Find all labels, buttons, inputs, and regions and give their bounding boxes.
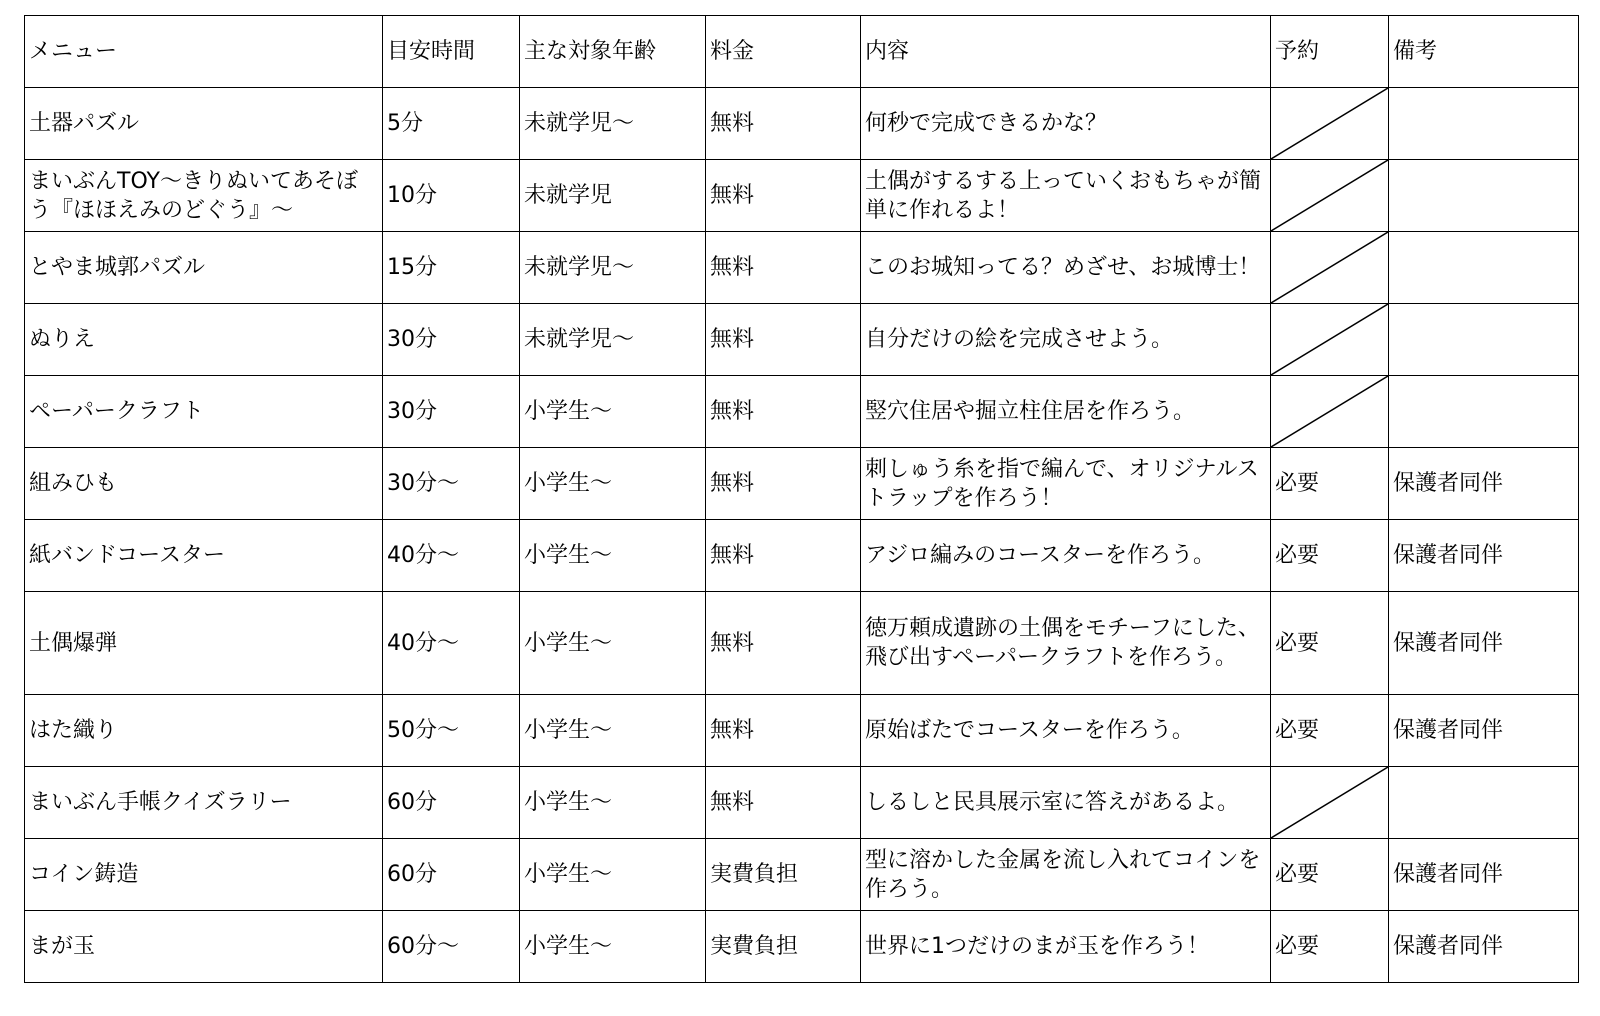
menu-cell: まいぶんTOY～きりぬいてあそぼう『ほほえみのどぐう』～ bbox=[25, 160, 383, 232]
note-cell bbox=[1389, 767, 1579, 839]
time-cell: 5分 bbox=[383, 88, 520, 160]
fee-cell: 無料 bbox=[706, 592, 861, 695]
menu-cell: まが玉 bbox=[25, 911, 383, 983]
note-cell bbox=[1389, 232, 1579, 304]
fee-cell: 無料 bbox=[706, 448, 861, 520]
reservation-cell-na bbox=[1271, 88, 1389, 160]
table-row bbox=[25, 232, 1579, 304]
content-cell: 自分だけの絵を完成させよう。 bbox=[861, 304, 1271, 376]
age-cell: 小学生～ bbox=[520, 520, 706, 592]
table-row bbox=[25, 304, 1579, 376]
table-row bbox=[25, 695, 1579, 767]
table-row bbox=[25, 839, 1579, 911]
fee-cell: 無料 bbox=[706, 695, 861, 767]
fee-cell: 実費負担 bbox=[706, 839, 861, 911]
table-row bbox=[25, 520, 1579, 592]
note-cell: 保護者同伴 bbox=[1389, 520, 1579, 592]
menu-cell: コイン鋳造 bbox=[25, 839, 383, 911]
time-cell: 60分～ bbox=[383, 911, 520, 983]
reservation-cell-na bbox=[1271, 160, 1389, 232]
diagonal-slash-icon bbox=[1271, 88, 1388, 159]
reservation-cell: 必要 bbox=[1271, 448, 1389, 520]
time-cell: 60分 bbox=[383, 839, 520, 911]
table-row bbox=[25, 160, 1579, 232]
diagonal-slash-icon bbox=[1271, 160, 1388, 231]
reservation-cell: 必要 bbox=[1271, 695, 1389, 767]
content-cell: 何秒で完成できるかな？ bbox=[861, 88, 1271, 160]
age-cell: 小学生～ bbox=[520, 376, 706, 448]
age-cell: 未就学児～ bbox=[520, 232, 706, 304]
diagonal-slash-icon bbox=[1271, 767, 1388, 838]
content-cell: 刺しゅう糸を指で編んで、オリジナルストラップを作ろう！ bbox=[861, 448, 1271, 520]
age-cell: 小学生～ bbox=[520, 695, 706, 767]
time-cell: 30分 bbox=[383, 376, 520, 448]
fee-cell: 無料 bbox=[706, 88, 861, 160]
content-cell: 世界に1つだけのまが玉を作ろう！ bbox=[861, 911, 1271, 983]
age-cell: 未就学児～ bbox=[520, 304, 706, 376]
fee-cell: 無料 bbox=[706, 376, 861, 448]
header-age: 主な対象年齢 bbox=[520, 16, 706, 88]
reservation-cell: 必要 bbox=[1271, 839, 1389, 911]
note-cell: 保護者同伴 bbox=[1389, 448, 1579, 520]
diagonal-slash-icon bbox=[1271, 304, 1388, 375]
time-cell: 15分 bbox=[383, 232, 520, 304]
content-cell: アジロ編みのコースターを作ろう。 bbox=[861, 520, 1271, 592]
menu-cell: 組みひも bbox=[25, 448, 383, 520]
age-cell: 小学生～ bbox=[520, 592, 706, 695]
time-cell: 10分 bbox=[383, 160, 520, 232]
age-cell: 小学生～ bbox=[520, 911, 706, 983]
menu-cell: 紙バンドコースター bbox=[25, 520, 383, 592]
table-row bbox=[25, 448, 1579, 520]
header-note: 備考 bbox=[1389, 16, 1579, 88]
fee-cell: 無料 bbox=[706, 520, 861, 592]
note-cell: 保護者同伴 bbox=[1389, 839, 1579, 911]
diagonal-slash-icon bbox=[1271, 232, 1388, 303]
table-row bbox=[25, 767, 1579, 839]
menu-cell: とやま城郭パズル bbox=[25, 232, 383, 304]
note-cell bbox=[1389, 304, 1579, 376]
table-row bbox=[25, 376, 1579, 448]
age-cell: 小学生～ bbox=[520, 448, 706, 520]
table-row bbox=[25, 911, 1579, 983]
note-cell bbox=[1389, 376, 1579, 448]
reservation-cell: 必要 bbox=[1271, 520, 1389, 592]
note-cell: 保護者同伴 bbox=[1389, 695, 1579, 767]
reservation-cell-na bbox=[1271, 767, 1389, 839]
note-cell bbox=[1389, 160, 1579, 232]
header-fee: 料金 bbox=[706, 16, 861, 88]
content-cell: 土偶がするする上っていくおもちゃが簡単に作れるよ！ bbox=[861, 160, 1271, 232]
content-cell: 竪穴住居や掘立柱住居を作ろう。 bbox=[861, 376, 1271, 448]
header-row bbox=[25, 16, 1579, 88]
menu-table bbox=[24, 15, 1579, 983]
content-cell: 徳万頼成遺跡の土偶をモチーフにした、飛び出すペーパークラフトを作ろう。 bbox=[861, 592, 1271, 695]
time-cell: 40分～ bbox=[383, 592, 520, 695]
fee-cell: 無料 bbox=[706, 232, 861, 304]
header-reservation: 予約 bbox=[1271, 16, 1389, 88]
fee-cell: 無料 bbox=[706, 160, 861, 232]
time-cell: 30分 bbox=[383, 304, 520, 376]
header-time: 目安時間 bbox=[383, 16, 520, 88]
age-cell: 小学生～ bbox=[520, 839, 706, 911]
header-menu: メニュー bbox=[25, 16, 383, 88]
reservation-cell-na bbox=[1271, 232, 1389, 304]
menu-cell: ぬりえ bbox=[25, 304, 383, 376]
menu-cell: ペーパークラフト bbox=[25, 376, 383, 448]
menu-cell: はた織り bbox=[25, 695, 383, 767]
diagonal-slash-icon bbox=[1271, 376, 1388, 447]
content-cell: 原始ばたでコースターを作ろう。 bbox=[861, 695, 1271, 767]
fee-cell: 無料 bbox=[706, 767, 861, 839]
note-cell bbox=[1389, 88, 1579, 160]
age-cell: 未就学児 bbox=[520, 160, 706, 232]
fee-cell: 無料 bbox=[706, 304, 861, 376]
time-cell: 50分～ bbox=[383, 695, 520, 767]
time-cell: 30分～ bbox=[383, 448, 520, 520]
fee-cell: 実費負担 bbox=[706, 911, 861, 983]
time-cell: 40分～ bbox=[383, 520, 520, 592]
note-cell: 保護者同伴 bbox=[1389, 592, 1579, 695]
table-row bbox=[25, 592, 1579, 695]
reservation-cell: 必要 bbox=[1271, 911, 1389, 983]
menu-cell: 土器パズル bbox=[25, 88, 383, 160]
menu-cell: 土偶爆弾 bbox=[25, 592, 383, 695]
table-row bbox=[25, 88, 1579, 160]
age-cell: 小学生～ bbox=[520, 767, 706, 839]
content-cell: しるしと民具展示室に答えがあるよ。 bbox=[861, 767, 1271, 839]
header-content: 内容 bbox=[861, 16, 1271, 88]
content-cell: 型に溶かした金属を流し入れてコインを作ろう。 bbox=[861, 839, 1271, 911]
menu-cell: まいぶん手帳クイズラリー bbox=[25, 767, 383, 839]
content-cell: このお城知ってる？めざせ、お城博士！ bbox=[861, 232, 1271, 304]
reservation-cell-na bbox=[1271, 304, 1389, 376]
reservation-cell-na bbox=[1271, 376, 1389, 448]
reservation-cell: 必要 bbox=[1271, 592, 1389, 695]
time-cell: 60分 bbox=[383, 767, 520, 839]
age-cell: 未就学児～ bbox=[520, 88, 706, 160]
note-cell: 保護者同伴 bbox=[1389, 911, 1579, 983]
